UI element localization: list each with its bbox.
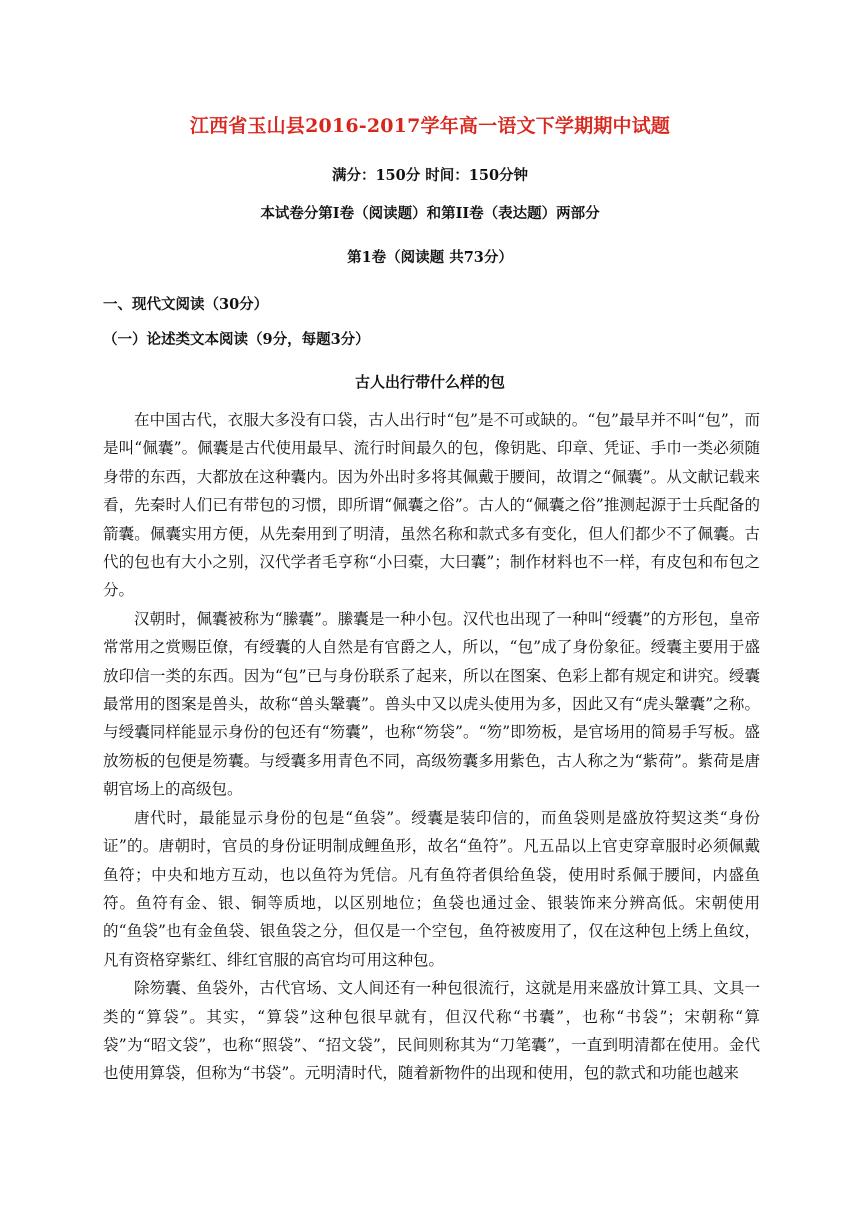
- section-heading: 一、现代文阅读（30分）: [103, 296, 269, 313]
- subsection-heading: （一）论述类文本阅读（9分，每题3分）: [103, 331, 370, 348]
- part-one-heading: 第1卷（阅读题 共73分）: [347, 249, 513, 266]
- exam-title: 江西省玉山县2016-2017学年高一语文下学期期中试题: [189, 115, 671, 137]
- article-title: 古人出行带什么样的包: [354, 373, 505, 391]
- article-paragraph: 汉朝时，佩囊被称为“縢囊”。縢囊是一种小包。汉代也出现了一种叫“绶囊”的方形包，皇帝常常用之赏赐臣僚，有绶囊的人自然是有官爵之人，所以，“包”成了身份象征。绶囊主要用于盛放印信一类的东西。因为“包”已与身份联系了起来，所以在图案、色彩上都有规定和讲究。绶囊最常用的图案是兽头，故称“兽头鞶囊”。兽头中又以虎头使用为多，因此又有“虎头鞶囊”之称。与绶囊同样能显示身份的包还有“笏囊”，也称“笏袋”。“笏”即笏板，是官场用的简易手写板。盛放笏板的包便是笏囊。与绶囊多用青色不同，高级笏囊多用紫色，古人称之为“紫荷”。紫荷是唐朝官场上的高级包。: [103, 609, 760, 799]
- score-and-time: 满分：150分 时间：150分钟: [331, 167, 529, 184]
- paper-composition: 本试卷分第Ⅰ卷（阅读题）和第II卷（表达题）两部分: [260, 205, 600, 222]
- article-body: [103, 406, 760, 1088]
- article-paragraph: 在中国古代，衣服大多没有口袋，古人出行时“包”是不可或缺的。“包”最早并不叫“包”，而是叫“佩囊”。佩囊是古代使用最早、流行时间最久的包，像钥匙、印章、凭证、手巾一类必须随身带的东西，大都放在这种囊内。因为外出时多将其佩戴于腰间，故谓之“佩囊”。从文献记载来看，先秦时人们已有带包的习惯，即所谓“佩囊之俗”。古人的“佩囊之俗”推测起源于士兵配备的箭囊。佩囊实用方便，从先秦用到了明清，虽然名称和款式多有变化，但人们都少不了佩囊。古代的包也有大小之别，汉代学者毛亨称“小曰橐，大曰囊”；制作材料也不一样，有皮包和布包之分。: [103, 411, 760, 600]
- article-paragraph: 除笏囊、鱼袋外，古代官场、文人间还有一种包很流行，这就是用来盛放计算工具、文具一类的“算袋”。其实，“算袋”这种包很早就有，但汉代称“书囊”，也称“书袋”；宋朝称“算袋”为“昭文袋”，也称“照袋”、“招文袋”，民间则称其为“刀笔囊”，一直到明清都在使用。金代也使用算袋，但称为“书袋”。元明清时代，随着新物件的出现和使用，包的款式和功能也越来: [103, 979, 760, 1083]
- article-paragraph: 唐代时，最能显示身份的包是“鱼袋”。绶囊是装印信的，而鱼袋则是盛放符契这类“身份证”的。唐朝时，官员的身份证明制成鲤鱼形，故名“鱼符”。凡五品以上官吏穿章服时必须佩戴鱼符；中央和地方互动，也以鱼符为凭信。凡有鱼符者俱给鱼袋，使用时系佩于腰间，内盛鱼符。鱼符有金、银、铜等质地，以区别地位；鱼袋也通过金、银装饰来分辨高低。宋朝使用的“鱼袋”也有金鱼袋、银鱼袋之分，但仅是一个空包，鱼符被废用了，仅在这种包上绣上鱼纹，凡有资格穿紫红、绯红官服的高官均可用这种包。: [103, 808, 760, 969]
